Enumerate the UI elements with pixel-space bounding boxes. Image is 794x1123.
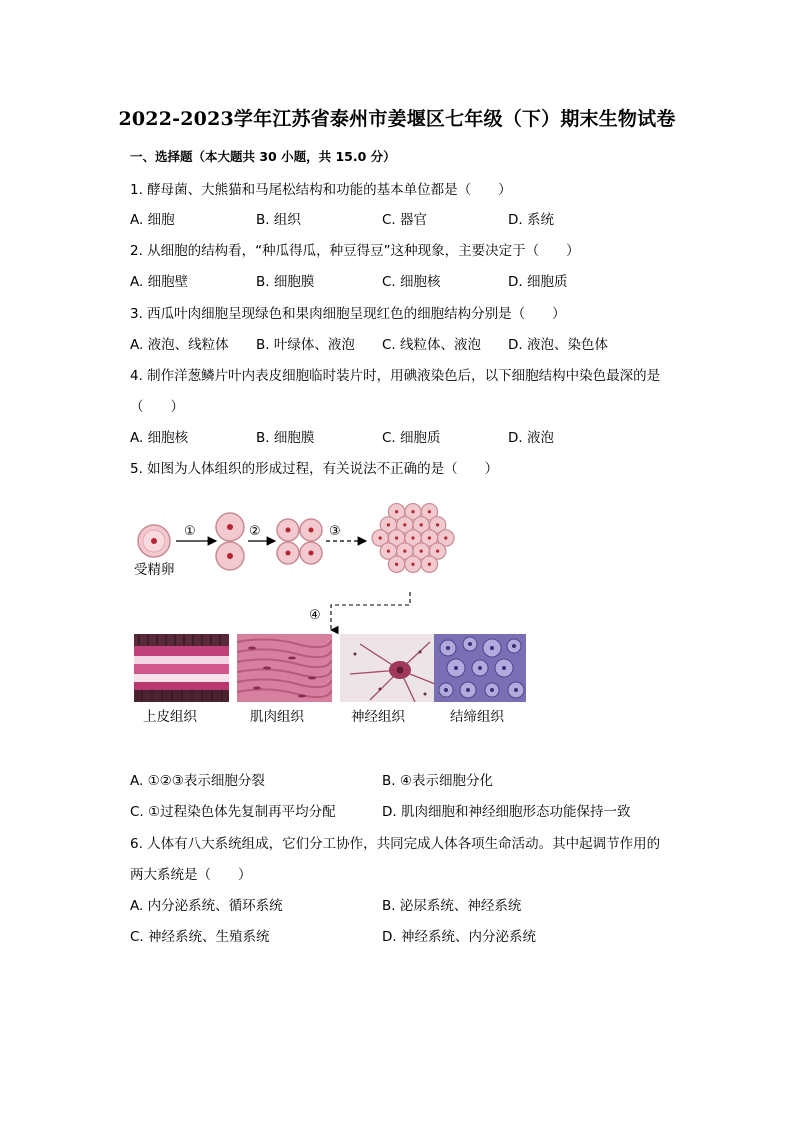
tissue-label-connective: 结缔组织: [450, 709, 504, 725]
mass-cell-nucleus: [444, 536, 447, 539]
question-4-stem-cont: （ ）: [130, 399, 184, 415]
mass-cell-nucleus: [420, 550, 423, 553]
question-6-stem: 6. 人体有八大系统组成，它们分工协作，共同完成人体各项生命活动。其中起调节作用的: [130, 836, 661, 852]
q5-option-b[interactable]: B. ④表示细胞分化: [382, 773, 493, 789]
q5-option-c[interactable]: C. ①过程染色体先复制再平均分配: [130, 804, 336, 820]
q3-option-d[interactable]: D. 液泡、染色体: [508, 337, 608, 353]
mass-cell-nucleus: [428, 510, 431, 513]
question-3-stem: 3. 西瓜叶肉细胞呈现绿色和果肉细胞呈现红色的细胞结构分别是（ ）: [130, 306, 566, 322]
mass-cell-nucleus: [395, 536, 398, 539]
q6-option-d[interactable]: D. 神经系统、内分泌系统: [382, 929, 536, 945]
question-4-stem: 4. 制作洋葱鳞片叶内表皮细胞临时装片时，用碘液染色后，以下细胞结构中染色最深的是: [130, 368, 661, 384]
q4-option-a[interactable]: A. 细胞核: [130, 430, 189, 446]
q6-option-a[interactable]: A. 内分泌系统、循环系统: [130, 898, 283, 914]
mass-cell-nucleus: [428, 563, 431, 566]
two-cell-stage: [216, 513, 244, 570]
section-heading: 一、选择题（本大题共 30 小题，共 15.0 分）: [130, 149, 396, 164]
mass-cell-nucleus: [379, 536, 382, 539]
mass-cell-nucleus: [428, 536, 431, 539]
cell-mass: [372, 504, 454, 573]
differentiation-arrow: [320, 590, 420, 635]
step-3-label: ③: [329, 524, 341, 539]
step-1-label: ①: [184, 524, 196, 539]
mass-cell-nucleus: [411, 536, 414, 539]
q3-option-a[interactable]: A. 液泡、线粒体: [130, 337, 229, 353]
q1-option-a[interactable]: A. 细胞: [130, 212, 175, 228]
tissue-label-nervous: 神经组织: [351, 709, 405, 725]
four-cell-stage: [277, 519, 322, 564]
mass-cell-nucleus: [436, 550, 439, 553]
epithelial-tissue-image: [134, 634, 229, 702]
zygote-cell: [138, 525, 170, 557]
q4-option-c[interactable]: C. 细胞质: [382, 430, 441, 446]
q2-option-d[interactable]: D. 细胞质: [508, 274, 568, 290]
zygote-label: 受精卵: [134, 562, 175, 578]
q6-option-c[interactable]: C. 神经系统、生殖系统: [130, 929, 270, 945]
nervous-tissue-image: [340, 634, 435, 702]
tissue-label-muscle: 肌肉组织: [250, 709, 304, 725]
mass-cell-nucleus: [387, 523, 390, 526]
mass-cell-nucleus: [395, 510, 398, 513]
mass-cell-nucleus: [387, 550, 390, 553]
q2-option-b[interactable]: B. 细胞膜: [256, 274, 315, 290]
q1-option-c[interactable]: C. 器官: [382, 212, 428, 228]
question-6-stem-cont: 两大系统是（ ）: [130, 867, 252, 883]
q5-option-a[interactable]: A. ①②③表示细胞分裂: [130, 773, 265, 789]
q4-option-b[interactable]: B. 细胞膜: [256, 430, 315, 446]
question-1-stem: 1. 酵母菌、大熊猫和马尾松结构和功能的基本单位都是（ ）: [130, 182, 512, 198]
step-2-label: ②: [249, 524, 261, 539]
q2-option-a[interactable]: A. 细胞壁: [130, 274, 189, 290]
q4-option-d[interactable]: D. 液泡: [508, 430, 554, 446]
mass-cell-nucleus: [436, 523, 439, 526]
q2-option-c[interactable]: C. 细胞核: [382, 274, 441, 290]
muscle-tissue-image: [237, 634, 332, 702]
mass-cell-nucleus: [420, 523, 423, 526]
q3-option-b[interactable]: B. 叶绿体、液泡: [256, 337, 355, 353]
q5-option-d[interactable]: D. 肌肉细胞和神经细胞形态功能保持一致: [382, 804, 631, 820]
q1-option-d[interactable]: D. 系统: [508, 212, 554, 228]
mass-cell-nucleus: [403, 550, 406, 553]
mass-cell-nucleus: [403, 523, 406, 526]
exam-title: 2022-2023学年江苏省泰州市姜堰区七年级（下）期末生物试卷: [118, 108, 676, 130]
tissue-label-epithelial: 上皮组织: [143, 709, 197, 725]
mass-cell-nucleus: [411, 510, 414, 513]
mass-cell-nucleus: [411, 563, 414, 566]
q1-option-b[interactable]: B. 组织: [256, 212, 301, 228]
mass-cell-nucleus: [395, 563, 398, 566]
question-2-stem: 2. 从细胞的结构看，“种瓜得瓜，种豆得豆”这种现象，主要决定于（ ）: [130, 243, 580, 259]
question-5-stem: 5. 如图为人体组织的形成过程，有关说法不正确的是（ ）: [130, 461, 499, 477]
q6-option-b[interactable]: B. 泌尿系统、神经系统: [382, 898, 522, 914]
connective-tissue-image: [434, 634, 529, 702]
q3-option-c[interactable]: C. 线粒体、液泡: [382, 337, 482, 353]
step-4-label: ④: [309, 608, 321, 623]
